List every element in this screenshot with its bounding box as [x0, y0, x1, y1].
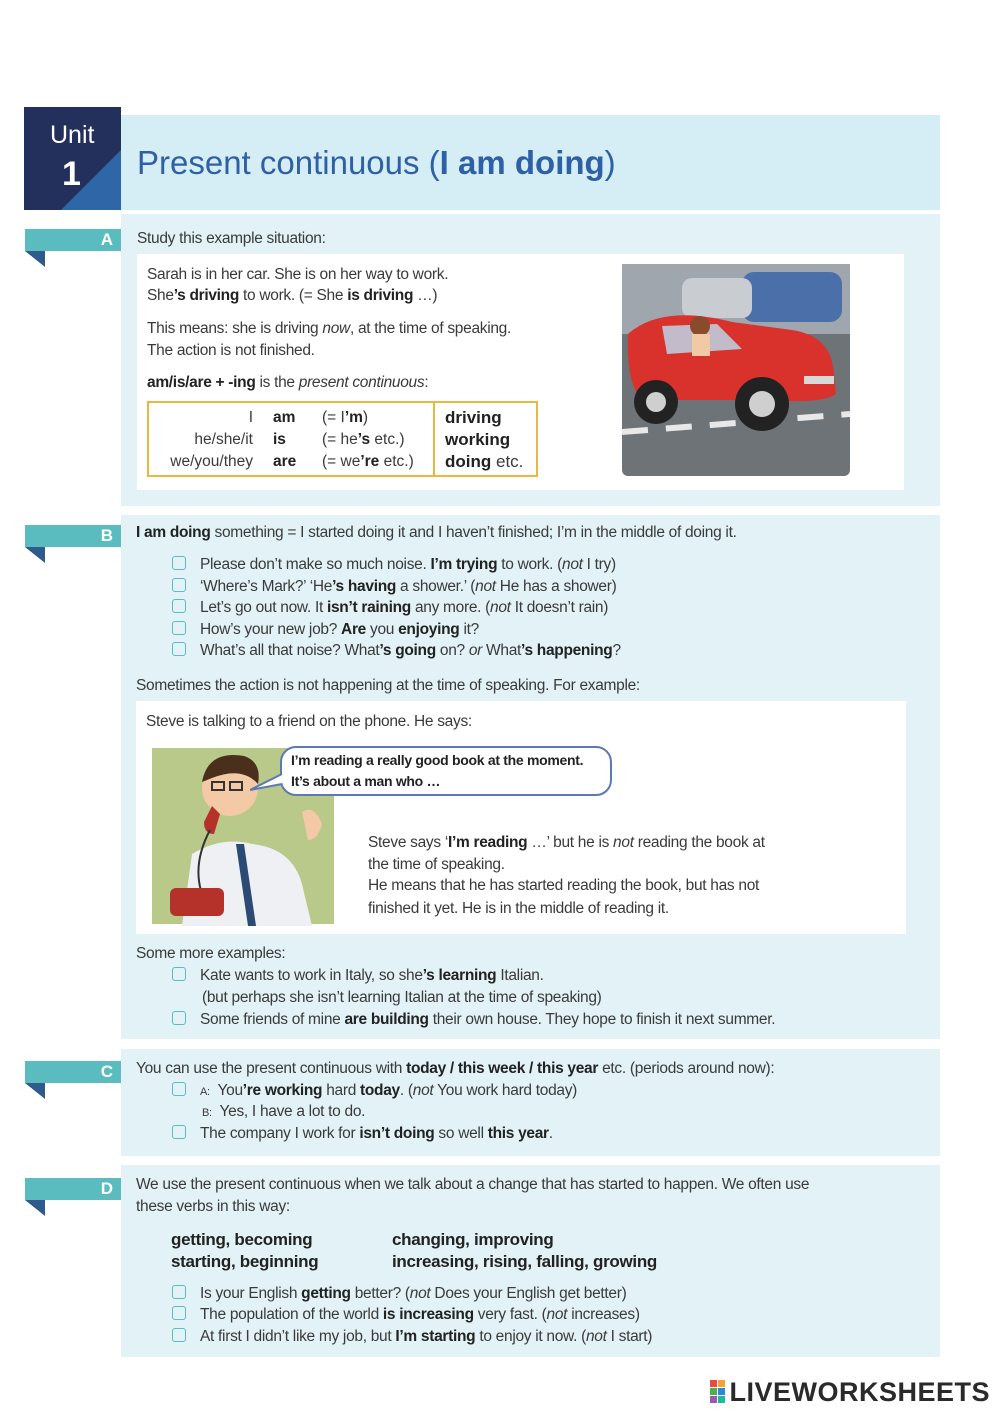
section-d-tab-fold: [25, 1200, 45, 1216]
bubble-line-1: I’m reading a really good book at the moment.: [291, 752, 584, 768]
b-sometimes: Sometimes the action is not happening at the time of speaking. For example:: [136, 677, 640, 694]
b-says-3: He means that he has started reading the book, but has not: [368, 877, 760, 894]
checkbox-icon: [172, 578, 186, 592]
a-line-3: This means: she is driving now, at the time of speaking.: [147, 320, 512, 337]
short-form-i: (= I’m): [322, 409, 369, 426]
b-more-1-note: (but perhaps she isn’t learning Italian at the time of speaking): [202, 989, 602, 1006]
b-example-5: What’s all that noise? What’s going on? or What’s happening?: [172, 642, 621, 660]
section-a-tab-fold: [25, 251, 45, 267]
checkbox-icon: [172, 1125, 186, 1139]
section-d-tab: D: [25, 1178, 121, 1200]
checkbox-icon: [172, 1082, 186, 1096]
verb-are: are: [273, 453, 297, 470]
c-example-2: The company I work for isn’t doing so well this year.: [172, 1125, 553, 1143]
checkbox-icon: [172, 1011, 186, 1025]
short-form-he: (= he’s etc.): [322, 431, 405, 448]
pronoun-he: he/she/it: [194, 431, 253, 448]
checkbox-icon: [172, 1328, 186, 1342]
b-example-4: How’s your new job? Are you enjoying it?: [172, 621, 479, 639]
section-b-tab: B: [25, 525, 121, 547]
page-title: Present continuous (I am doing): [137, 144, 616, 181]
d-verbs-2: starting, beginning: [171, 1252, 319, 1271]
d-example-1: Is your English getting better? (not Does your English get better): [172, 1285, 626, 1303]
c-example-1: A: You’re working hard today. (not You work hard today): [172, 1082, 577, 1100]
short-form-we: (= we’re etc.): [322, 453, 414, 470]
d-verbs-3: changing, improving: [392, 1230, 554, 1249]
c-intro: You can use the present continuous with today / this week / this year etc. (periods around now):: [136, 1060, 775, 1077]
pronoun-i: I: [248, 409, 253, 426]
d-verbs-1: getting, becoming: [171, 1230, 313, 1249]
ing-working: working: [445, 430, 511, 449]
b-says-2: the time of speaking.: [368, 856, 505, 873]
a-line-5: am/is/are + -ing is the present continuous:: [147, 374, 429, 391]
verb-is: is: [273, 431, 286, 448]
b-more-2: Some friends of mine are building their own house. They hope to finish it next summer.: [172, 1011, 775, 1029]
checkbox-icon: [172, 556, 186, 570]
a-line-2: She’s driving to work. (= She is driving …): [147, 287, 438, 304]
checkbox-icon: [172, 1285, 186, 1299]
present-continuous-table: [147, 401, 538, 477]
b-example-2: ‘Where’s Mark?’ ‘He’s having a shower.’ (not He has a shower): [172, 578, 616, 596]
b-says-4: finished it yet. He is in the middle of reading it.: [368, 900, 669, 917]
b-steve-intro: Steve is talking to a friend on the phone. He says:: [146, 713, 472, 730]
car-illustration: [622, 264, 850, 476]
a-line-1: Sarah is in her car. She is on her way to work.: [147, 266, 449, 283]
b-example-3: Let’s go out now. It isn’t raining any more. (not It doesn’t rain): [172, 599, 608, 617]
checkbox-icon: [172, 1306, 186, 1320]
b-example-1: Please don’t make so much noise. I’m trying to work. (not I try): [172, 556, 616, 574]
b-more-examples: Some more examples:: [136, 945, 286, 962]
checkbox-icon: [172, 599, 186, 613]
checkbox-icon: [172, 621, 186, 635]
d-verbs-4: increasing, rising, falling, growing: [392, 1252, 658, 1271]
b-definition: I am doing something = I started doing it and I haven’t finished; I’m in the middle of doing it.: [136, 524, 737, 541]
section-c-tab: C: [25, 1061, 121, 1083]
a-line-4: The action is not finished.: [147, 342, 315, 359]
unit-label: Unit: [50, 121, 95, 149]
section-a-tab: A: [25, 229, 121, 251]
b-more-1: Kate wants to work in Italy, so she’s learning Italian.: [172, 967, 544, 985]
section-a-intro: Study this example situation:: [137, 230, 326, 247]
d-intro-1: We use the present continuous when we talk about a change that has started to happen. We often use: [136, 1176, 810, 1193]
pronoun-we: we/you/they: [170, 453, 253, 470]
d-example-3: At first I didn’t like my job, but I’m starting to enjoy it now. (not I start): [172, 1328, 652, 1346]
ing-doing: doing etc.: [445, 452, 524, 471]
section-c-tab-fold: [25, 1083, 45, 1099]
checkbox-icon: [172, 967, 186, 981]
checkbox-icon: [172, 642, 186, 656]
d-intro-2: these verbs in this way:: [136, 1198, 290, 1215]
verb-am: am: [273, 409, 296, 426]
section-b-tab-fold: [25, 547, 45, 563]
unit-number: 1: [62, 155, 81, 193]
speech-bubble-tail: [250, 772, 284, 792]
table-divider: [433, 403, 435, 475]
ing-driving: driving: [445, 408, 502, 427]
c-example-1-reply: B: Yes, I have a lot to do.: [202, 1103, 366, 1120]
liveworksheets-logo: LIVEWORKSHEETS: [710, 1377, 990, 1408]
unit-badge: [24, 107, 121, 210]
bubble-line-2: It’s about a man who …: [291, 773, 441, 789]
b-says-1: Steve says ‘I’m reading …’ but he is not reading the book at: [368, 834, 765, 851]
logo-mark-icon: [710, 1380, 726, 1404]
d-example-2: The population of the world is increasing very fast. (not increases): [172, 1306, 640, 1324]
